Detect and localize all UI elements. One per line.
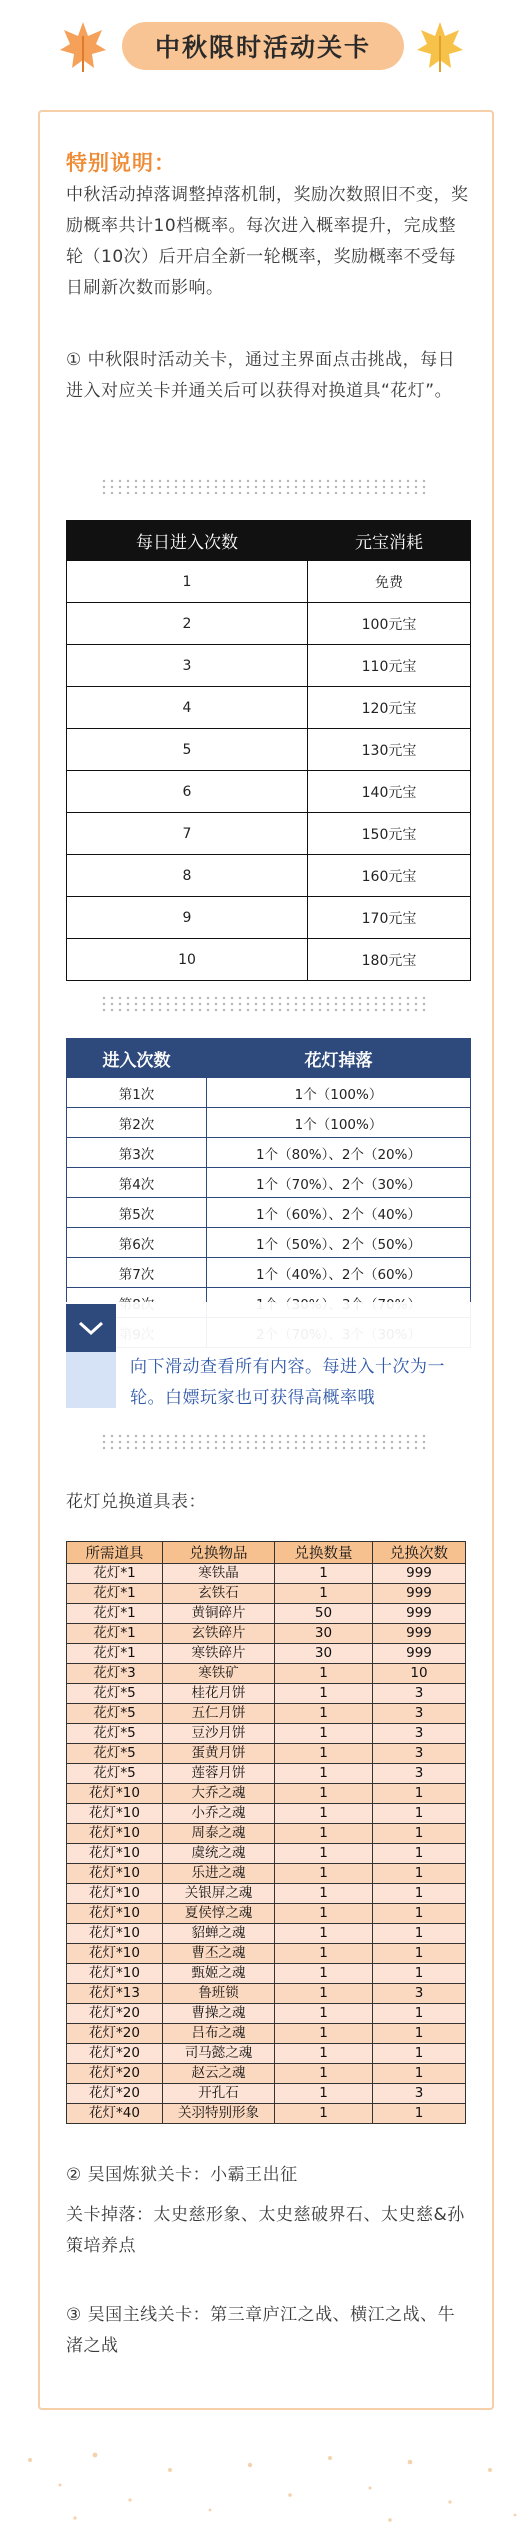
- cell: 1: [373, 1904, 466, 1924]
- cell: 1: [275, 2104, 373, 2124]
- cell: 3: [373, 1724, 466, 1744]
- cell: 1: [275, 1824, 373, 1844]
- cell: 第6次: [67, 1228, 207, 1258]
- cell: 花灯*10: [67, 1904, 163, 1924]
- cell: 3: [373, 2084, 466, 2104]
- table-row: [67, 897, 471, 939]
- cell: 1: [275, 1704, 373, 1724]
- cell: 花灯*20: [67, 2004, 163, 2024]
- table-row: [67, 1964, 466, 1984]
- divider: [100, 1433, 430, 1451]
- table-row: [67, 645, 471, 687]
- cell: 开孔石: [163, 2084, 275, 2104]
- cell: 1: [275, 1744, 373, 1764]
- cell: 玄铁碎片: [163, 1624, 275, 1644]
- cell: 花灯*10: [67, 1884, 163, 1904]
- table-row: [67, 1904, 466, 1924]
- table-row: [67, 1864, 466, 1884]
- cell: 花灯*10: [67, 1864, 163, 1884]
- maple-leaf-icon: [415, 18, 465, 74]
- table-row: [67, 1744, 466, 1764]
- cell: 10: [373, 1664, 466, 1684]
- table-row: [67, 855, 471, 897]
- cell: 5: [67, 729, 308, 771]
- cell: 赵云之魂: [163, 2064, 275, 2084]
- cell: 1: [373, 2104, 466, 2124]
- cell: 花灯*5: [67, 1744, 163, 1764]
- chevron-down-icon: [76, 1318, 106, 1338]
- cell: 30: [275, 1644, 373, 1664]
- cell: 免费: [308, 561, 471, 603]
- table-row: [67, 561, 471, 603]
- cell: 1: [275, 1884, 373, 1904]
- table-header: 元宝消耗: [308, 521, 471, 561]
- cell: 3: [373, 1744, 466, 1764]
- page-title: 中秋限时活动关卡: [122, 22, 404, 70]
- cell: 花灯*10: [67, 1944, 163, 1964]
- maple-leaf-icon: [58, 18, 108, 74]
- cell: 花灯*10: [67, 1924, 163, 1944]
- table-row: [67, 2044, 466, 2064]
- table-row: [67, 1924, 466, 1944]
- cell: 1: [373, 2004, 466, 2024]
- cell: 1: [275, 1964, 373, 1984]
- cell: 1: [373, 1844, 466, 1864]
- table-row: [67, 1198, 471, 1228]
- cell: 160元宝: [308, 855, 471, 897]
- cell: 貂蝉之魂: [163, 1924, 275, 1944]
- cell: 1个（70%）、2个（30%）: [207, 1168, 471, 1198]
- cell: 180元宝: [308, 939, 471, 981]
- table-row: [67, 939, 471, 981]
- cell: 1: [275, 1564, 373, 1584]
- table-row: [67, 1704, 466, 1724]
- table-row: [67, 1108, 471, 1138]
- table-row: [67, 729, 471, 771]
- cell: 虞统之魂: [163, 1844, 275, 1864]
- item1-paragraph: ① 中秋限时活动关卡，通过主界面点击挑战，每日进入对应关卡并通关后可以获得对换道具“花灯”。: [66, 350, 456, 401]
- table-row: [67, 1664, 466, 1684]
- cell: 1: [373, 1824, 466, 1844]
- cell: 999: [373, 1584, 466, 1604]
- table-header: 每日进入次数: [67, 521, 308, 561]
- cell: 花灯*20: [67, 2064, 163, 2084]
- cell: 1: [373, 1884, 466, 1904]
- cell: 花灯*5: [67, 1684, 163, 1704]
- table-row: [67, 603, 471, 645]
- cell: 花灯*20: [67, 2084, 163, 2104]
- cell: 1: [275, 1784, 373, 1804]
- cell: 1: [275, 1684, 373, 1704]
- cell: 50: [275, 1604, 373, 1624]
- cell: 1: [373, 1784, 466, 1804]
- cell: 黄铜碎片: [163, 1604, 275, 1624]
- cell: 花灯*10: [67, 1824, 163, 1844]
- divider: [100, 995, 430, 1013]
- cell: 2: [67, 603, 308, 645]
- cell: 1: [275, 1924, 373, 1944]
- cell: 玄铁石: [163, 1584, 275, 1604]
- cell: 豆沙月饼: [163, 1724, 275, 1744]
- cell: 莲蓉月饼: [163, 1764, 275, 1784]
- header: [0, 0, 531, 90]
- cell: 999: [373, 1644, 466, 1664]
- table-row: [67, 813, 471, 855]
- cell: 关羽特别形象: [163, 2104, 275, 2124]
- cell: 999: [373, 1564, 466, 1584]
- cell: 1个（100%）: [207, 1108, 471, 1138]
- section-title: 特别说明：: [66, 151, 176, 175]
- table-row: [67, 1584, 466, 1604]
- cell: 花灯*13: [67, 1984, 163, 2004]
- divider: [100, 478, 430, 496]
- cell: 3: [373, 1764, 466, 1784]
- table-row: [67, 1684, 466, 1704]
- table-header: 兑换物品: [163, 1542, 275, 1564]
- cell: 1个（100%）: [207, 1078, 471, 1108]
- cell: 第2次: [67, 1108, 207, 1138]
- cell: 花灯*5: [67, 1724, 163, 1744]
- table-row: [67, 1764, 466, 1784]
- cell: 鲁班锁: [163, 1984, 275, 2004]
- cell: 1: [275, 2084, 373, 2104]
- table-row: [67, 1824, 466, 1844]
- cell: 1: [275, 1984, 373, 2004]
- cell: 1: [373, 1864, 466, 1884]
- cell: 关银屏之魂: [163, 1884, 275, 1904]
- cell: 999: [373, 1604, 466, 1624]
- cell: 170元宝: [308, 897, 471, 939]
- table-row: [67, 1258, 471, 1288]
- cell: 3: [67, 645, 308, 687]
- table-row: [67, 2064, 466, 2084]
- cell: 蛋黄月饼: [163, 1744, 275, 1764]
- table-row: [67, 687, 471, 729]
- cell: 120元宝: [308, 687, 471, 729]
- cell: 1个（50%）、2个（50%）: [207, 1228, 471, 1258]
- cell: 花灯*10: [67, 1844, 163, 1864]
- cell: 寒铁碎片: [163, 1644, 275, 1664]
- cell: 寒铁矿: [163, 1664, 275, 1684]
- cell: 第5次: [67, 1198, 207, 1228]
- cell: 花灯*20: [67, 2044, 163, 2064]
- table-row: [67, 771, 471, 813]
- cell: 1: [275, 1724, 373, 1744]
- cell: 第7次: [67, 1258, 207, 1288]
- scroll-notice: 向下滑动查看所有内容。每进入十次为一轮。白嫖玩家也可获得高概率哦: [130, 1357, 445, 1408]
- cell: 1: [373, 1804, 466, 1824]
- cell: 1: [275, 1844, 373, 1864]
- cell: 花灯*20: [67, 2024, 163, 2044]
- cell: 1: [275, 1584, 373, 1604]
- cell: 1: [275, 1864, 373, 1884]
- cell: 100元宝: [308, 603, 471, 645]
- cell: 曹丕之魂: [163, 1944, 275, 1964]
- cell: 甄姬之魂: [163, 1964, 275, 1984]
- cell: 夏侯惇之魂: [163, 1904, 275, 1924]
- cell: 花灯*1: [67, 1604, 163, 1624]
- table-row: [67, 1138, 471, 1168]
- table-row: [67, 2024, 466, 2044]
- cell: 1个（40%）、2个（60%）: [207, 1258, 471, 1288]
- table-row: [67, 1884, 466, 1904]
- table-header: 进入次数: [67, 1039, 207, 1078]
- item2-drops: 关卡掉落：太史慈形象、太史慈破界石、太史慈&孙策培养点: [66, 2205, 465, 2256]
- scroll-indicator: [66, 1352, 116, 1408]
- decorative-dots: [0, 2440, 531, 2532]
- intro-paragraph: 中秋活动掉落调整掉落机制，奖励次数照旧不变，奖励概率共计10档概率。每次进入概率提升，完成整轮（10次）后开启全新一轮概率，奖励概率不受每日刷新次数而影响。: [66, 185, 469, 298]
- table-row: [67, 1644, 466, 1664]
- scroll-down-button[interactable]: [66, 1304, 116, 1352]
- cell: 140元宝: [308, 771, 471, 813]
- table-row: [67, 1724, 466, 1744]
- cell: 花灯*5: [67, 1704, 163, 1724]
- cell: 1个（60%）、2个（40%）: [207, 1198, 471, 1228]
- cell: 999: [373, 1624, 466, 1644]
- cell: 110元宝: [308, 645, 471, 687]
- cell: 9: [67, 897, 308, 939]
- cell: 花灯*1: [67, 1584, 163, 1604]
- exchange-table: [66, 1541, 466, 2124]
- cell: 6: [67, 771, 308, 813]
- cell: 1: [373, 1964, 466, 1984]
- table-row: [67, 1844, 466, 1864]
- cell: 花灯*10: [67, 1964, 163, 1984]
- cell: 小乔之魂: [163, 1804, 275, 1824]
- cell: 大乔之魂: [163, 1784, 275, 1804]
- cell: 1: [275, 1904, 373, 1924]
- table-header: 所需道具: [67, 1542, 163, 1564]
- table-row: [67, 1228, 471, 1258]
- cell: 130元宝: [308, 729, 471, 771]
- cell: 1: [373, 2024, 466, 2044]
- cell: 乐进之魂: [163, 1864, 275, 1884]
- cell: 30: [275, 1624, 373, 1644]
- cell: 1: [373, 1944, 466, 1964]
- exchange-title: 花灯兑换道具表：: [66, 1492, 206, 1512]
- cost-table: [66, 520, 471, 981]
- table-row: [67, 1984, 466, 2004]
- cell: 3: [373, 1684, 466, 1704]
- cell: 花灯*40: [67, 2104, 163, 2124]
- cell: 1: [275, 1664, 373, 1684]
- table-row: [67, 2004, 466, 2024]
- cell: 五仁月饼: [163, 1704, 275, 1724]
- cell: 花灯*5: [67, 1764, 163, 1784]
- cell: 寒铁晶: [163, 1564, 275, 1584]
- cell: 1个（80%）、2个（20%）: [207, 1138, 471, 1168]
- table-header: 兑换数量: [275, 1542, 373, 1564]
- cell: 吕布之魂: [163, 2024, 275, 2044]
- cell: 1: [67, 561, 308, 603]
- table-header: 兑换次数: [373, 1542, 466, 1564]
- table-header: 花灯掉落: [207, 1039, 471, 1078]
- cell: 司马懿之魂: [163, 2044, 275, 2064]
- cell: 7: [67, 813, 308, 855]
- cell: 花灯*1: [67, 1624, 163, 1644]
- cell: 1: [275, 1764, 373, 1784]
- cell: 曹操之魂: [163, 2004, 275, 2024]
- cell: 150元宝: [308, 813, 471, 855]
- cell: 3: [373, 1984, 466, 2004]
- table-row: [67, 1804, 466, 1824]
- cell: 花灯*1: [67, 1564, 163, 1584]
- cell: 1: [275, 2064, 373, 2084]
- item3-paragraph: ③ 吴国主线关卡：第三章庐江之战、横江之战、牛渚之战: [66, 2305, 456, 2356]
- table-row: [67, 1944, 466, 1964]
- cell: 1: [373, 2044, 466, 2064]
- cell: 4: [67, 687, 308, 729]
- cell: 桂花月饼: [163, 1684, 275, 1704]
- cell: 1: [373, 2064, 466, 2084]
- table-row: [67, 1604, 466, 1624]
- cell: 花灯*3: [67, 1664, 163, 1684]
- cell: 花灯*10: [67, 1784, 163, 1804]
- cell: 1: [275, 1944, 373, 1964]
- cell: 1: [275, 1804, 373, 1824]
- cell: 1: [373, 1924, 466, 1944]
- cell: 1: [275, 2004, 373, 2024]
- cell: 1: [275, 2044, 373, 2064]
- cell: 第3次: [67, 1138, 207, 1168]
- item2-title: ② 吴国炼狱关卡：小霸王出征: [66, 2165, 298, 2185]
- table-row: [67, 1784, 466, 1804]
- cell: 周泰之魂: [163, 1824, 275, 1844]
- cell: 第1次: [67, 1078, 207, 1108]
- cell: 8: [67, 855, 308, 897]
- table-row: [67, 1564, 466, 1584]
- cell: 花灯*10: [67, 1804, 163, 1824]
- table-row: [67, 1168, 471, 1198]
- table-row: [67, 2104, 466, 2124]
- table-row: [67, 2084, 466, 2104]
- cell: 1: [275, 2024, 373, 2044]
- cell: 花灯*1: [67, 1644, 163, 1664]
- table-row: [67, 1624, 466, 1644]
- cell: 第4次: [67, 1168, 207, 1198]
- cell: 10: [67, 939, 308, 981]
- cell: 3: [373, 1704, 466, 1724]
- table-row: [67, 1078, 471, 1108]
